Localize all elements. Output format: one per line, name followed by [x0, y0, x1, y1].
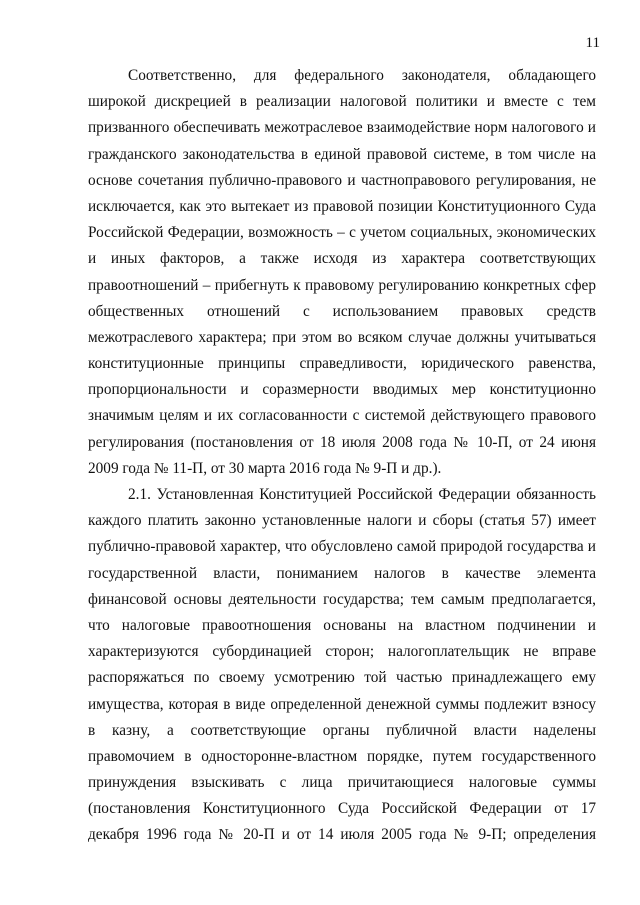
text-line: финансовой основы деятельности государства; тем самым предполагается, [88, 590, 596, 608]
text-line: широкой дискрецией в реализации налоговой политики и вместе с тем [88, 93, 596, 111]
text-line: государственной власти, пониманием налогов в качестве элемента [88, 564, 596, 582]
text-line: характеризуются субординацией сторон; налогоплательщик не вправе [88, 643, 596, 661]
text-line: регулирования (постановления от 18 июля 2008 года № 10-П, от 24 июня [88, 433, 596, 451]
text-line: публично-правовой характер, что обусловлено самой природой государства и [88, 538, 596, 556]
text-line: Российской Федерации, возможность – с учетом социальных, экономических [88, 224, 596, 242]
text-line: межотраслевого характера; при этом во всяком случае должны учитываться [88, 328, 596, 346]
paragraph-1 [88, 63, 596, 482]
text-line: и иных факторов, а также исходя из характера соответствующих [88, 250, 596, 268]
text-line: гражданского законодательства в единой правовой системе, в том числе на [88, 145, 596, 163]
text-line: принуждения взыскивать с лица причитающиеся налоговые суммы [88, 774, 596, 792]
text-line: (постановления Конституционного Суда Российской Федерации от 17 [88, 800, 596, 818]
text-line: значимым целям и их согласованности с системой действующего правового [88, 407, 596, 425]
text-line: 2009 года № 11-П, от 30 марта 2016 года № 9-П и др.). [88, 459, 442, 477]
text-line: исключается, как это вытекает из правовой позиции Конституционного Суда [88, 197, 596, 215]
document-body [88, 63, 596, 849]
text-line: декабря 1996 года № 20-П и от 14 июля 2005 года № 9-П; определения [88, 826, 596, 844]
text-line: конституционные принципы справедливости, юридического равенства, [88, 355, 596, 373]
text-line: правомочием в одностороннe-властном порядке, путем государственного [88, 747, 596, 765]
text-line: что налоговые правоотношения основаны на властном подчинении и [88, 616, 596, 634]
text-line: 2.1. Установленная Конституцией Российской Федерации обязанность [128, 486, 596, 503]
text-line: пропорциональности и соразмерности вводимых мер конституционно [88, 381, 596, 399]
text-line: правоотношений – прибегнуть к правовому регулированию конкретных сфер [88, 276, 596, 294]
page-number: 11 [585, 35, 600, 51]
text-line: в казну, а соответствующие органы публичной власти наделены [88, 721, 596, 739]
paragraph-2 [88, 482, 596, 849]
text-line: имущества, которая в виде определенной денежной суммы подлежит взносу [88, 695, 596, 713]
text-line: распоряжаться по своему усмотрению той частью принадлежащего ему [88, 669, 596, 687]
text-line: каждого платить законно установленные налоги и сборы (статья 57) имеет [88, 512, 596, 530]
text-line: общественных отношений с использованием правовых средств [88, 302, 596, 320]
text-line: основе сочетания публично-правового и частноправового регулирования, не [88, 171, 596, 189]
text-line: призванного обеспечивать межотраслевое взаимодействие норм налогового и [88, 119, 596, 137]
text-line: Соответственно, для федерального законодателя, обладающего [128, 67, 596, 84]
